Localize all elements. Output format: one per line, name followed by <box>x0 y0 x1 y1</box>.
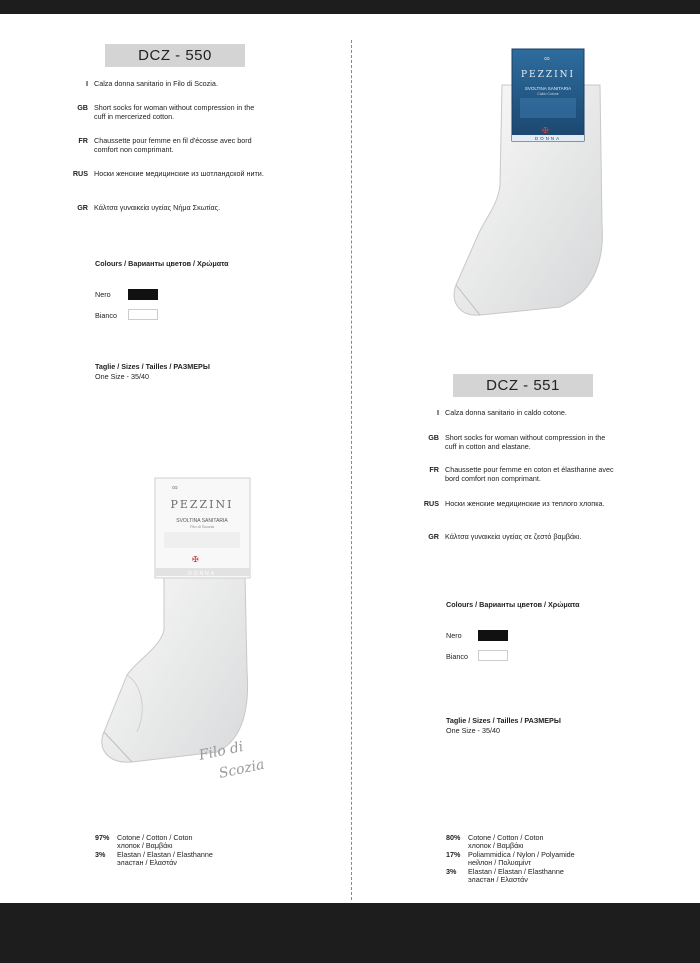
composition <box>95 834 335 868</box>
sizes-value: One Size - 35/40 <box>446 726 500 735</box>
comp-percent: 3% <box>95 849 106 859</box>
colour-name: Bianco <box>95 311 117 320</box>
cross-logo-icon: ✠ <box>542 126 549 135</box>
bottom-bar <box>0 903 700 963</box>
colour-swatch-bianco <box>128 309 158 320</box>
composition <box>446 834 686 884</box>
lang-text: Calza donna sanitario in Filo di Scozia. <box>94 79 218 88</box>
product-code: DCZ - 551 <box>453 374 593 397</box>
colour-row-bianco <box>446 652 468 661</box>
pezzini-logo-icon: ∞ <box>172 483 178 492</box>
comp-percent: 17% <box>446 849 461 859</box>
lang-text: Chaussette pour femme en fil d'écosse avec bord comfort non comprimant. <box>94 136 252 154</box>
lang-text: Calza donna sanitario in caldo cotone. <box>445 408 567 417</box>
lang-code: RUS <box>423 499 439 508</box>
colours-heading: Colours / Варианты цветов / Χρώματα <box>446 600 580 609</box>
watermark-line1: Filo di <box>197 738 245 764</box>
comp-text: Elastan / Elastan / Elasthanne <box>468 866 564 876</box>
comp-text: эластан / Ελαστάν <box>468 874 528 884</box>
colour-row-bianco <box>95 311 117 320</box>
comp-text: Cotone / Cotton / Coton <box>117 833 193 842</box>
colour-swatch-nero <box>478 630 508 641</box>
lang-code: FR <box>429 465 439 474</box>
lang-code: GR <box>77 203 88 212</box>
comp-text: эластан / Ελαστάν <box>117 858 177 868</box>
colour-swatch-nero <box>128 289 158 300</box>
lang-text: Κάλτσα γυναικεία υγείας Νήμα Σκωτίας. <box>94 203 221 212</box>
comp-text: Cotone / Cotton / Coton <box>468 833 544 842</box>
lang-code: GB <box>77 103 88 112</box>
lang-code: I <box>437 408 439 417</box>
sizes-heading: Taglie / Sizes / Tailles / РАЗМЕРЫ <box>446 716 561 725</box>
package-subtitle2: Caldo Cotone <box>537 92 559 96</box>
lang-code: RUS <box>72 169 88 178</box>
comp-percent: 3% <box>446 866 457 876</box>
colour-name: Bianco <box>446 652 468 661</box>
sizes-value: One Size - 35/40 <box>95 372 149 381</box>
sock-photo <box>440 45 620 345</box>
page-divider <box>351 40 352 900</box>
colour-swatch-bianco <box>478 650 508 661</box>
top-bar <box>0 0 700 14</box>
sock-photo <box>92 470 282 790</box>
lang-code: GB <box>428 433 439 442</box>
package-footer: DONNA <box>187 571 217 577</box>
package-footer: DONNA <box>534 136 562 141</box>
package-subtitle: SVOLTINA SANITARIA <box>176 518 228 524</box>
comp-percent: 80% <box>446 833 461 842</box>
package-subtitle2: Filo di Scozia <box>190 524 214 529</box>
comp-text: нейлон / Πολυαμίντ <box>468 858 531 868</box>
lang-text: Short socks for woman without compression in the cuff in cotton and elastane. <box>445 433 606 451</box>
lang-text: Носки женские медицинские из шотландской нити. <box>94 169 264 178</box>
comp-text: Poliammidica / Nylon / Polyamide <box>468 849 575 859</box>
product-code: DCZ - 550 <box>105 44 245 67</box>
colours-heading: Colours / Варианты цветов / Χρώματα <box>95 259 229 268</box>
lang-text: Κάλτσα γυναικεία υγείας σε ζεστό βαμβάκι. <box>445 532 582 541</box>
lang-code: I <box>86 79 88 88</box>
colour-row-nero <box>446 631 462 640</box>
pezzini-logo-icon: ∞ <box>544 54 550 63</box>
watermark-line2: Scozia <box>217 756 266 782</box>
colour-name: Nero <box>446 631 462 640</box>
colour-name: Nero <box>95 290 111 299</box>
lang-text: Chaussette pour femme en coton et élasthanne avec bord comfort non comprimant. <box>445 465 614 483</box>
comp-text: хлопок / Βαμβάκι <box>117 841 173 851</box>
package-brand: PEZZINI <box>170 498 234 511</box>
comp-text: хлопок / Βαμβάκι <box>468 841 524 851</box>
lang-code: FR <box>78 136 88 145</box>
comp-text: Elastan / Elastan / Elasthanne <box>117 849 213 859</box>
sizes-heading: Taglie / Sizes / Tailles / РАЗМЕРЫ <box>95 362 210 371</box>
lang-text: Short socks for woman without compression in the cuff in mercerized cotton. <box>94 103 255 121</box>
cross-logo-icon: ✠ <box>192 555 199 564</box>
lang-text: Носки женские медицинские из теплого хлопка. <box>445 499 605 508</box>
package-brand: PEZZINI <box>520 70 576 80</box>
comp-percent: 97% <box>95 833 110 842</box>
lang-code: GR <box>428 532 439 541</box>
package-subtitle: SVOLTINA SANITARIA <box>524 86 572 91</box>
colour-row-nero <box>95 290 111 299</box>
